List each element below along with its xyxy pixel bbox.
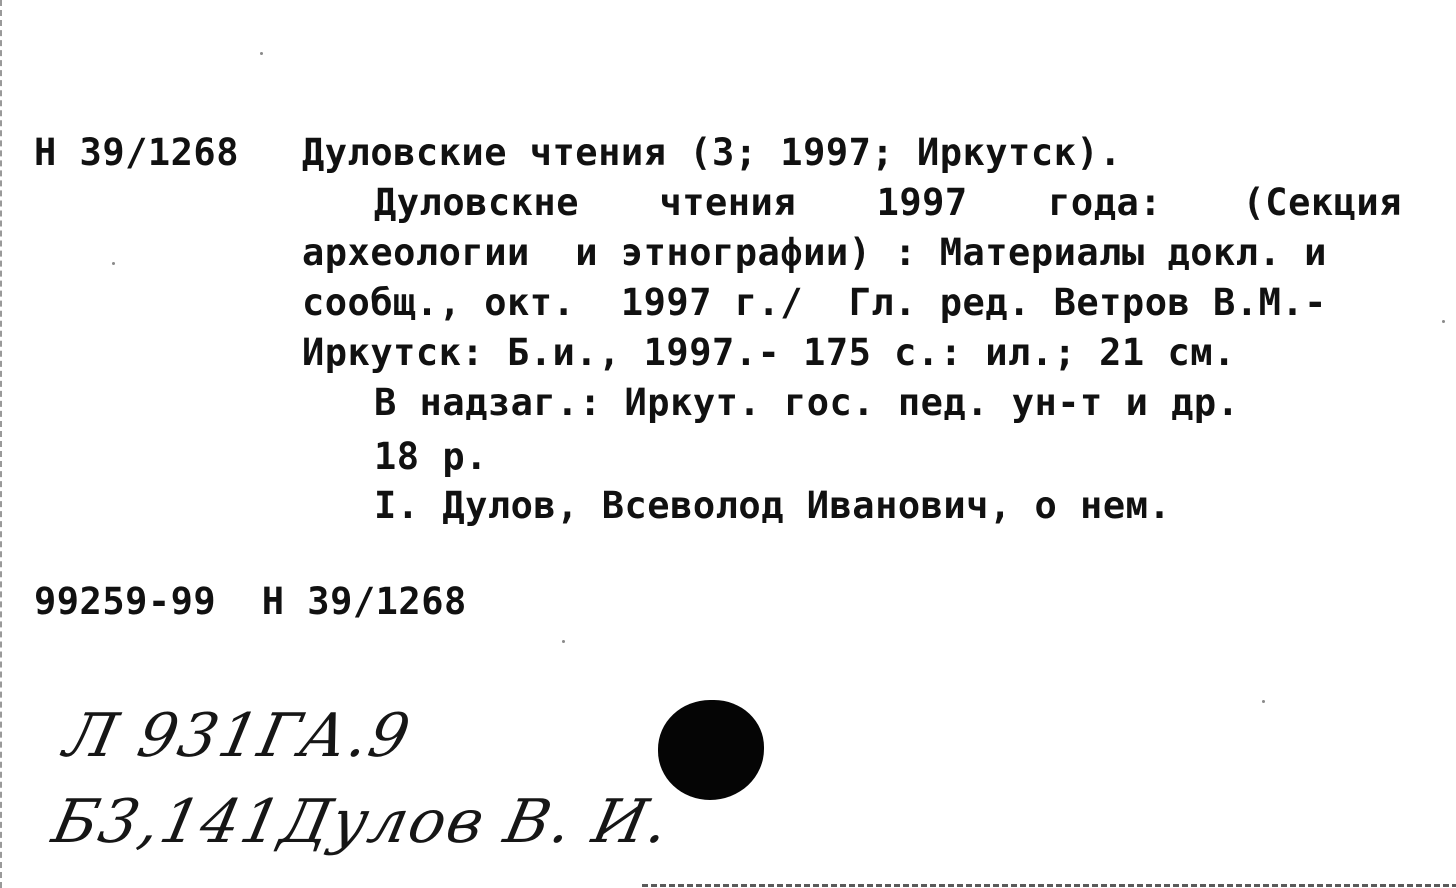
price-line: 18 р. — [374, 435, 488, 478]
title-word: (Секция — [1242, 181, 1402, 224]
inventory-number: 99259-99 Н 39/1268 — [34, 580, 467, 623]
title-word: чтения — [659, 181, 797, 224]
title-line — [374, 183, 1402, 223]
handwritten-subject: Б3,141Дулов В. И. — [46, 787, 677, 857]
speck — [112, 262, 115, 265]
description-line: сообщ., окт. 1997 г./ Гл. ред. Ветров В.М.- — [302, 281, 1327, 324]
punch-hole — [658, 700, 764, 800]
imprint-line: Иркутск: Б.и., 1997.- 175 с.: ил.; 21 см. — [302, 331, 1236, 374]
speck — [260, 52, 263, 55]
subject-line: I. Дулов, Всеволод Иванович, о нем. — [374, 484, 1172, 527]
speck — [1262, 700, 1265, 703]
description-line: археологии и этнографии) : Материалы докл. и — [302, 231, 1327, 274]
call-number: Н 39/1268 — [34, 131, 239, 174]
card-edge — [642, 884, 1456, 887]
speck — [1442, 320, 1445, 323]
handwritten-classification: Л 931ГА.9 — [58, 701, 418, 771]
title-word: года: — [1048, 181, 1163, 224]
speck — [562, 640, 565, 643]
title-word: Дуловскне — [374, 181, 579, 224]
heading: Дуловские чтения (3; 1997; Иркутск). — [302, 131, 1122, 174]
note-line: В надзаг.: Иркут. гос. пед. ун-т и др. — [374, 381, 1240, 424]
title-word: 1997 — [876, 181, 968, 224]
